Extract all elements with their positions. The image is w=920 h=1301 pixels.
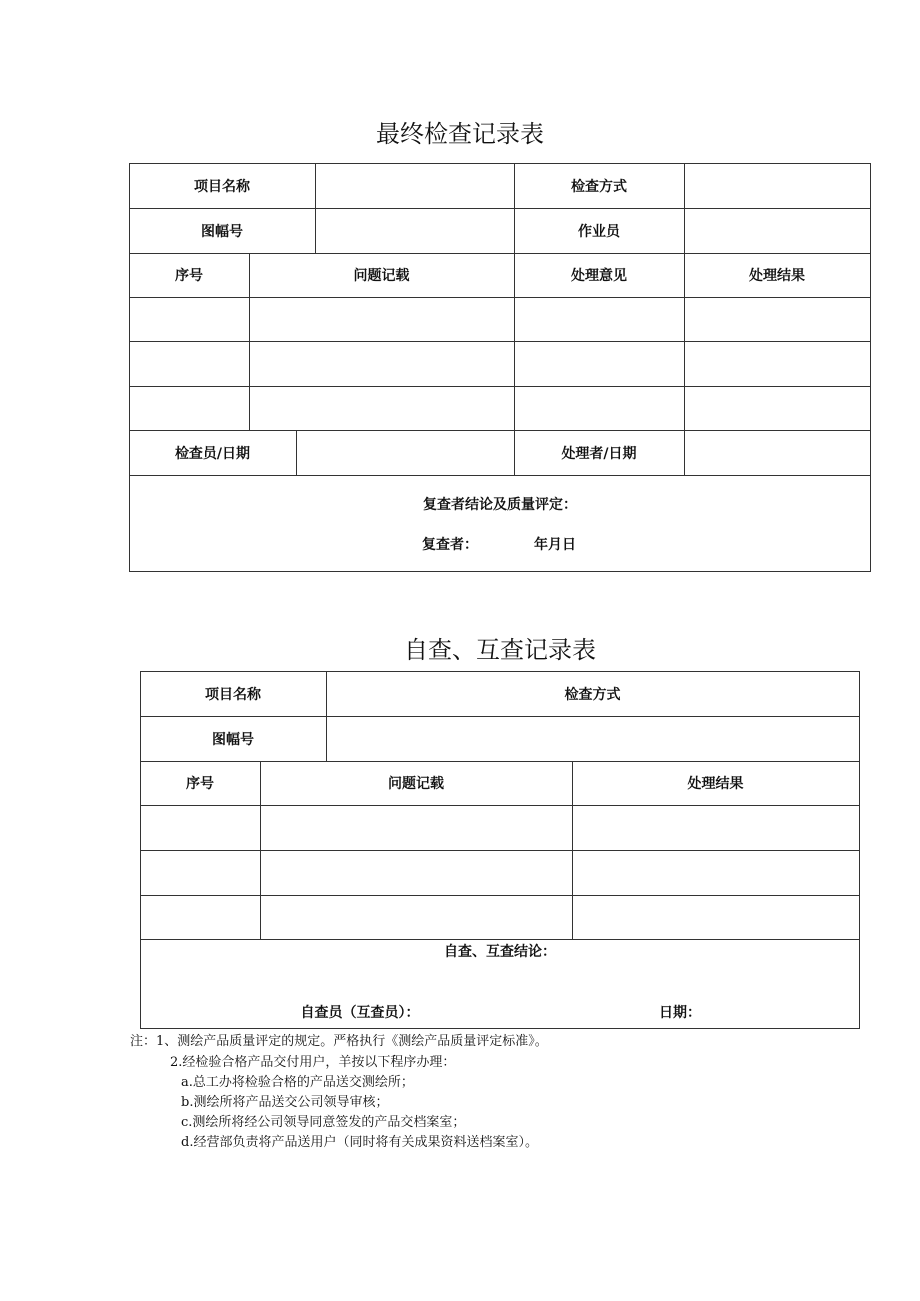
- project-name-label: 项目名称: [194, 178, 250, 195]
- note-line: b.测绘所将产品送交公司领导审核；: [181, 1095, 389, 1110]
- handler-date-label: 处理者/日期: [561, 445, 637, 462]
- sheet-no-label: 图幅号: [212, 731, 254, 748]
- reviewer-label: 复查者：: [422, 537, 478, 553]
- inspector-date-value[interactable]: [296, 430, 514, 475]
- note-line: 2.经检验合格产品交付用户，羊按以下程序办理：: [170, 1055, 456, 1070]
- date-label: 日期：: [659, 1005, 701, 1021]
- project-name-value[interactable]: [315, 163, 514, 208]
- table-line: [140, 1028, 860, 1029]
- operator-label: 作业员: [578, 223, 620, 240]
- table-line: [129, 297, 871, 298]
- inspection-method-label: 检查方式: [571, 178, 627, 195]
- note-line: c.测绘所将经公司领导同意签发的产品交档案室；: [181, 1115, 466, 1130]
- issue-header: 问题记载: [388, 776, 444, 792]
- conclusion-label: 自查、互查结论：: [444, 944, 556, 960]
- form2-title: 自查、互查记录表: [404, 636, 596, 664]
- form1-title: 最终检查记录表: [376, 120, 544, 148]
- operator-value[interactable]: [684, 208, 870, 253]
- review-conclusion-label: 复查者结论及质量评定：: [423, 497, 577, 513]
- note-line: 注：1、测绘产品质量评定的规定。严格执行《测绘产品质量评定标准》。: [130, 1034, 548, 1049]
- issue-header: 问题记载: [353, 268, 410, 284]
- table-line: [129, 571, 871, 572]
- table-line: [129, 341, 871, 342]
- inspector-date-label: 检查员/日期: [174, 445, 251, 462]
- handler-date-value[interactable]: [684, 430, 870, 475]
- table-line: [140, 895, 860, 896]
- opinion-header: 处理意见: [571, 268, 627, 284]
- result-header: 处理结果: [749, 268, 805, 284]
- table-line: [129, 475, 871, 476]
- inspection-method-value[interactable]: [684, 163, 870, 208]
- table-line: [140, 805, 860, 806]
- table-line: [859, 671, 860, 1029]
- project-name-label: 项目名称: [205, 686, 261, 703]
- sheet-no-value[interactable]: [315, 208, 514, 253]
- note-line: a.总工办将检验合格的产品送交测绘所；: [181, 1075, 414, 1090]
- result-header: 处理结果: [687, 776, 744, 792]
- ymd-label: 年月日: [534, 537, 576, 553]
- sheet-no-value[interactable]: [326, 716, 859, 761]
- inspection-method-label: 检查方式: [564, 686, 621, 703]
- seq-header: 序号: [175, 268, 203, 284]
- seq-header: 序号: [186, 776, 214, 792]
- note-line: d.经营部负责将产品送用户（同时将有关成果资料送档案室）。: [181, 1135, 538, 1150]
- table-line: [129, 386, 871, 387]
- table-line: [140, 850, 860, 851]
- checker-label: 自查员（互查员）：: [300, 1005, 420, 1021]
- sheet-no-label: 图幅号: [201, 223, 243, 240]
